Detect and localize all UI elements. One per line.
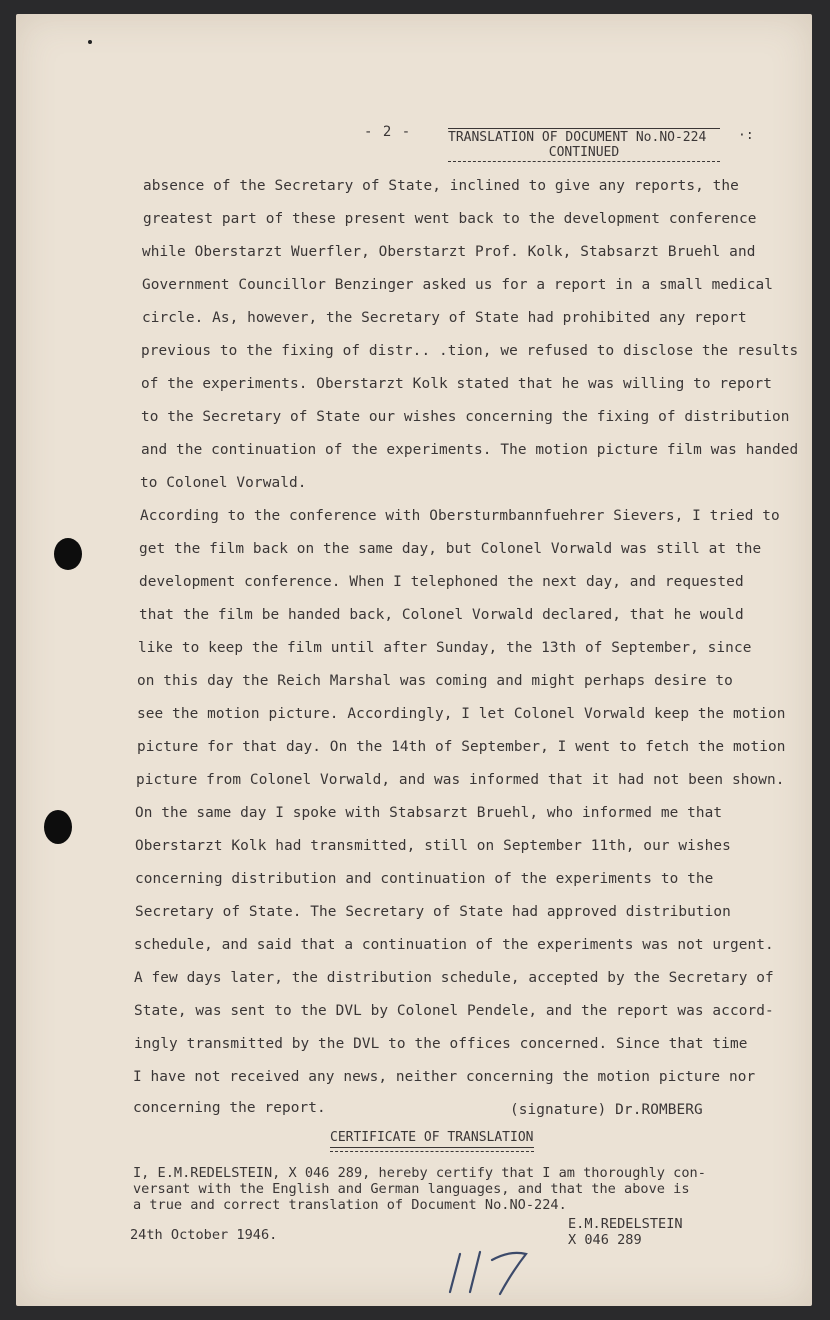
body-line: On the same day I spoke with Stabsarzt Bruehl, who informed me that — [135, 805, 723, 821]
document-heading — [448, 128, 720, 162]
body-line: ingly transmitted by the DVL to the offices concerned. Since that time — [134, 1036, 748, 1052]
certificate-text: I, E.M.REDELSTEIN, X 046 289, hereby certify that I am thoroughly con- — [133, 1165, 706, 1181]
heading-continued: CONTINUED — [448, 145, 720, 162]
body-line: According to the conference with Obersturmbannfuehrer Sievers, I tried to — [140, 508, 780, 524]
body-line: of the experiments. Oberstarzt Kolk stated that he was willing to report — [141, 376, 772, 392]
page-number: - 2 - — [364, 124, 412, 140]
translator-name: E.M.REDELSTEIN — [568, 1216, 683, 1232]
body-line: State, was sent to the DVL by Colonel Pendele, and the report was accord- — [134, 1003, 774, 1019]
body-line: Secretary of State. The Secretary of State had approved distribution — [135, 904, 731, 920]
body-line: Oberstarzt Kolk had transmitted, still on September 11th, our wishes — [135, 838, 731, 854]
body-line: development conference. When I telephoned the next day, and requested — [139, 574, 744, 590]
body-line: to Colonel Vorwald. — [140, 475, 307, 491]
body-line: A few days later, the distribution schedule, accepted by the Secretary of — [134, 970, 774, 986]
body-line: absence of the Secretary of State, inclined to give any reports, the — [143, 178, 739, 194]
heading-title: TRANSLATION OF DOCUMENT No.NO-224 — [448, 128, 720, 145]
body-line: I have not received any news, neither concerning the motion picture nor — [133, 1069, 756, 1085]
punch-hole — [44, 810, 72, 844]
body-line: greatest part of these present went back to the development conference — [143, 211, 757, 227]
body-line: circle. As, however, the Secretary of State had prohibited any report — [142, 310, 747, 326]
body-line: picture from Colonel Vorwald, and was informed that it had not been shown. — [136, 772, 785, 788]
body-line: like to keep the film until after Sunday, the 13th of September, since — [138, 640, 752, 656]
ink-dot — [88, 40, 92, 44]
body-line: Government Councillor Benzinger asked us for a report in a small medical — [142, 277, 773, 293]
body-line: previous to the fixing of distr.. .tion, we refused to disclose the results — [141, 343, 799, 359]
signature-line: (signature) Dr.ROMBERG — [510, 1102, 703, 1118]
body-line: see the motion picture. Accordingly, I let Colonel Vorwald keep the motion — [137, 706, 786, 722]
margin-mark: ·: — [738, 128, 754, 143]
punch-hole — [54, 538, 82, 570]
body-line: schedule, and said that a continuation of the experiments was not urgent. — [134, 937, 774, 953]
certificate-text: versant with the English and German languages, and that the above is — [133, 1181, 690, 1197]
body-line: picture for that day. On the 14th of September, I went to fetch the motion — [137, 739, 786, 755]
body-line: concerning distribution and continuation of the experiments to the — [135, 871, 714, 887]
body-line: to the Secretary of State our wishes concerning the fixing of distribution — [141, 409, 790, 425]
handwritten-page-number — [440, 1248, 540, 1298]
body-line: and the continuation of the experiments. The motion picture film was handed — [141, 442, 799, 458]
translator-id: X 046 289 — [568, 1232, 642, 1248]
body-line: concerning the report. — [133, 1100, 326, 1116]
certificate-title: CERTIFICATE OF TRANSLATION — [330, 1130, 534, 1148]
body-line: that the film be handed back, Colonel Vorwald declared, that he would — [139, 607, 744, 623]
certificate-text: a true and correct translation of Document No.NO-224. — [133, 1197, 567, 1213]
body-line: get the film back on the same day, but Colonel Vorwald was still at the — [139, 541, 762, 557]
certificate-date: 24th October 1946. — [130, 1227, 278, 1243]
body-line: on this day the Reich Marshal was coming and might perhaps desire to — [137, 673, 733, 689]
body-line: while Oberstarzt Wuerfler, Oberstarzt Prof. Kolk, Stabsarzt Bruehl and — [142, 244, 756, 260]
